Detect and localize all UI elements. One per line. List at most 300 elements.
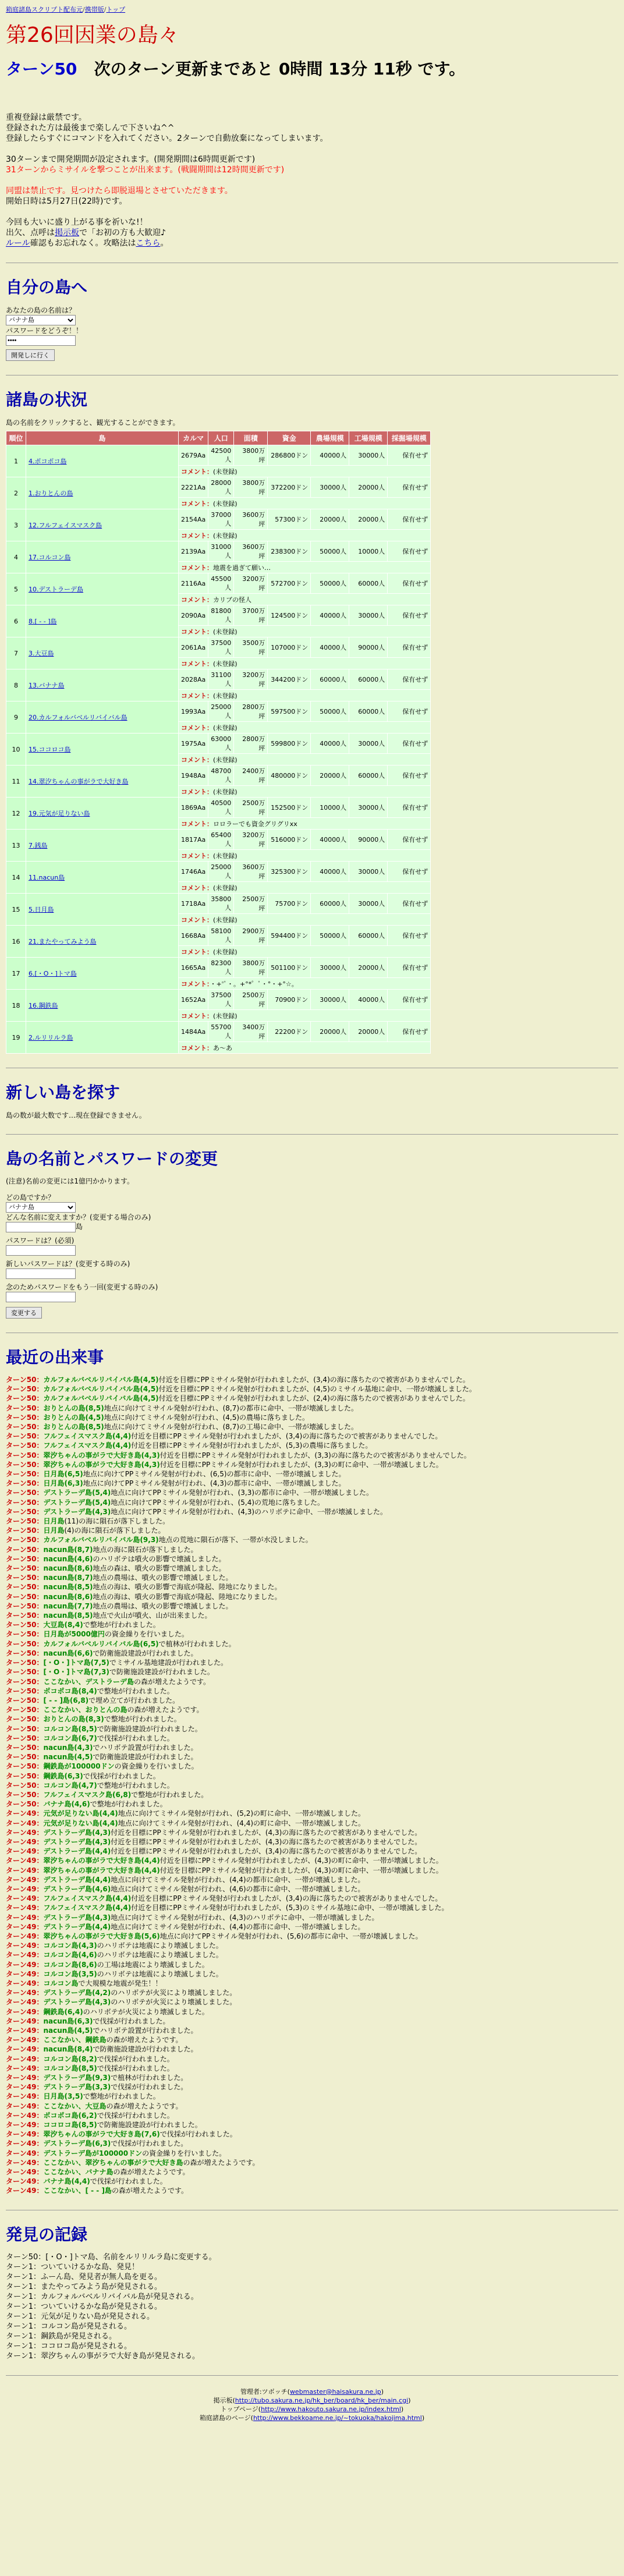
karma-cell: 2028Aa bbox=[179, 669, 208, 690]
log-text: 地点の海は、噴火の影響で海底が隆起、陸地になりました。 bbox=[93, 1592, 282, 1601]
log-entry bbox=[6, 1404, 618, 1413]
island-name-link[interactable]: 21.またやってみよう島 bbox=[29, 938, 97, 945]
log-turn: ターン49： bbox=[6, 1884, 44, 1893]
section-heading-recent-events: 最近の出来事 bbox=[6, 1348, 104, 1367]
rename-password-input[interactable] bbox=[6, 1245, 76, 1256]
log-entry bbox=[6, 1649, 618, 1658]
link-strategy[interactable]: こちら bbox=[136, 239, 161, 248]
confirm-password-label: 念のためパスワードをもう一回(変更する時のみ) bbox=[6, 1283, 158, 1291]
comment-text: (未登録) bbox=[213, 788, 237, 796]
log-text: 地点に向けてミサイル発射が行われ、(4,4)の都市に命中、一帯が壊滅しました。 bbox=[111, 1922, 365, 1931]
log-turn: ターン50： bbox=[6, 1771, 44, 1780]
log-subject: コルコン島(4,7) bbox=[43, 1781, 97, 1790]
log-text: 付近を目標にPPミサイル発射が行われましたが、(4,3)の町に命中、一帯が壊滅しました。 bbox=[159, 1856, 443, 1865]
log-text: でミサイル基地建設が行われました。 bbox=[109, 1659, 228, 1667]
comment-text: (未登録) bbox=[213, 724, 237, 732]
log-entry bbox=[6, 1526, 618, 1535]
log-subject: 翠汐ちゃんの事がラで大好き島(4,3) bbox=[43, 1460, 160, 1469]
log-text: の資金繰りを行いました。 bbox=[142, 2149, 226, 2157]
log-text: 付近を目標にPPミサイル発射が行われましたが、(3,3)の町に命中、一帯が壊滅しました。 bbox=[159, 1460, 443, 1469]
rename-note: (注意)名前の変更には1億円かかります。 bbox=[6, 1177, 134, 1185]
log-subject: ここなかい、翠汐ちゃんの事がラで大好き島 bbox=[43, 2158, 183, 2167]
column-header: 順位 bbox=[6, 431, 26, 445]
log-turn: ターン49： bbox=[6, 1941, 44, 1950]
island-comment bbox=[179, 594, 431, 605]
island-name-link[interactable]: 12.フルフェイスマスク島 bbox=[29, 522, 102, 529]
log-subject: 翠汐ちゃんの事がラで大好き島(4,4) bbox=[43, 1866, 160, 1875]
log-turn: ターン49： bbox=[6, 2111, 44, 2120]
log-turn: ターン49： bbox=[6, 1932, 44, 1940]
log-entry bbox=[6, 1913, 618, 1922]
log-subject: カルフォルバベルリバイバル島(4,5) bbox=[43, 1376, 159, 1384]
log-text: で伐採が行われました。 bbox=[159, 2130, 237, 2139]
log-entry bbox=[6, 1837, 618, 1847]
log-turn: ターン50： bbox=[6, 1423, 44, 1431]
log-turn: ターン50： bbox=[6, 1507, 44, 1516]
rank: 7 bbox=[6, 637, 26, 669]
comment-text: (未登録) bbox=[213, 467, 237, 476]
island-comment bbox=[179, 658, 431, 669]
log-text: 地点の農場は、噴火の影響で壊滅しました。 bbox=[93, 1601, 233, 1610]
island-comment bbox=[179, 626, 431, 637]
log-entry bbox=[6, 1771, 618, 1781]
log-turn: ターン50： bbox=[6, 1630, 44, 1639]
log-subject: ここなかい、おりとんの島 bbox=[43, 1706, 127, 1714]
island-name-cell bbox=[26, 958, 179, 990]
log-text: で防衛施設建設が行われました。 bbox=[93, 2045, 198, 2054]
farm-cell: 60000人 bbox=[311, 669, 349, 690]
area-cell: 2900万坪 bbox=[234, 926, 268, 946]
link-script-distribution[interactable]: 箱庭諸島スクリプト配布元 bbox=[6, 6, 83, 13]
log-turn: ターン50： bbox=[6, 1762, 44, 1771]
island-name-link[interactable]: 14.翠汐ちゃんの事がラで大好き島 bbox=[29, 778, 129, 785]
area-cell: 2500万坪 bbox=[234, 894, 268, 914]
island-name-prompt: あなたの島の名前は？ bbox=[6, 306, 76, 314]
money-cell: 372200ドン bbox=[268, 477, 311, 498]
island-comment bbox=[179, 690, 431, 701]
rank: 6 bbox=[6, 605, 26, 637]
log-entry bbox=[6, 1460, 618, 1469]
factory-cell: 90000人 bbox=[349, 830, 388, 850]
factory-cell: 30000人 bbox=[349, 605, 388, 626]
farm-cell: 50000人 bbox=[311, 541, 349, 562]
log-turn: ターン49： bbox=[6, 2083, 44, 2092]
log-subject: フルフェイスマスク島(6,8) bbox=[43, 1790, 132, 1799]
link-mobile[interactable]: 携帯版 bbox=[84, 6, 104, 13]
island-row bbox=[6, 701, 431, 722]
log-turn: ターン49： bbox=[6, 1875, 44, 1884]
admin-email-link[interactable]: webmaster@haisakura.ne.jp bbox=[289, 2387, 381, 2396]
log-subject: 大豆島(8,4) bbox=[43, 1621, 83, 1629]
rank: 19 bbox=[6, 1022, 26, 1054]
log-entry bbox=[6, 2044, 618, 2054]
mine-cell: 保有せず bbox=[388, 830, 431, 850]
area-cell: 2500万坪 bbox=[234, 798, 268, 818]
log-turn: ターン50： bbox=[6, 1574, 44, 1582]
log-entry bbox=[6, 1384, 618, 1394]
island-name-cell bbox=[26, 798, 179, 830]
log-text: 地点で火山が噴火、山が出来ました。 bbox=[93, 1611, 212, 1620]
factory-cell: 30000人 bbox=[349, 894, 388, 914]
area-cell: 3200万坪 bbox=[234, 669, 268, 690]
discovery-entry: ターン1：ついていけるかな島が発見される。 bbox=[6, 2302, 162, 2311]
log-turn: ターン49： bbox=[6, 2017, 44, 2025]
factory-cell: 30000人 bbox=[349, 445, 388, 466]
population-cell: 25000人 bbox=[208, 701, 234, 722]
island-comment bbox=[179, 1042, 431, 1054]
footer: 管理者:ツボッチ(webmaster@haisakura.ne.jp) 掲示板(http://tubo.sakura.ne.jp/hk_ber/board/hk_ber/main.cgi) トップページ(http://www.hakouto.sakura.ne.jp/index.html) 箱庭諸島のページ(http://www.bekkoame.ne.jp/~tokuoka/hakojima.html) bbox=[199, 2387, 425, 2422]
island-name-link[interactable]: 20.カルフォルバベルリバイバル島 bbox=[29, 714, 127, 721]
comment-text: (未登録) bbox=[213, 499, 237, 508]
money-cell: 599800ドン bbox=[268, 734, 311, 754]
log-entry bbox=[6, 1799, 618, 1809]
rank: 1 bbox=[6, 445, 26, 477]
farm-cell: 60000人 bbox=[311, 894, 349, 914]
rank: 3 bbox=[6, 509, 26, 541]
island-name-link[interactable]: 2.ルリリルラ島 bbox=[29, 1034, 73, 1041]
notice-line-warning: 同盟は禁止です。見つけたら即脱退場とさせていただきます。 bbox=[6, 186, 233, 196]
log-turn: ターン50： bbox=[6, 1734, 44, 1742]
log-subject: おりとんの島(8,5) bbox=[43, 1404, 104, 1412]
mine-cell: 保有せず bbox=[388, 990, 431, 1010]
top-links: 箱庭諸島スクリプト配布元/携帯版/トップ bbox=[6, 6, 126, 13]
island-name-cell bbox=[26, 990, 179, 1022]
comment-text: (未登録) bbox=[213, 532, 237, 540]
link-bbs[interactable]: 掲示板 bbox=[55, 228, 79, 238]
money-cell: 516000ドン bbox=[268, 830, 311, 850]
log-turn: ターン50： bbox=[6, 1554, 44, 1563]
log-text: の森が増えたようです。 bbox=[111, 2187, 188, 2195]
comment-label: コメント： bbox=[181, 756, 213, 764]
section-heading-status: 諸島の状況 bbox=[6, 390, 88, 409]
log-entry bbox=[6, 1592, 618, 1601]
log-subject: デストラーデ島(4,3) bbox=[43, 1828, 111, 1837]
new-password-label: 新しいパスワードは？(変更する時のみ) bbox=[6, 1260, 130, 1268]
open-island-button[interactable]: 開発しに行く bbox=[6, 349, 55, 361]
farm-cell: 40000人 bbox=[311, 445, 349, 466]
log-turn: ターン50： bbox=[6, 1451, 44, 1459]
comment-label: コメント： bbox=[181, 948, 213, 956]
money-cell: 152500ドン bbox=[268, 798, 311, 818]
money-cell: 22200ドン bbox=[268, 1022, 311, 1042]
population-cell: 31100人 bbox=[208, 669, 234, 690]
population-cell: 40500人 bbox=[208, 798, 234, 818]
mine-cell: 保有せず bbox=[388, 894, 431, 914]
log-subject: デストラーデ島(4,3) bbox=[43, 1837, 111, 1846]
log-entry bbox=[6, 1734, 618, 1743]
log-turn: ターン50： bbox=[6, 1592, 44, 1601]
log-entry bbox=[6, 1667, 618, 1677]
island-row bbox=[6, 541, 431, 562]
population-cell: 48700人 bbox=[208, 766, 234, 786]
log-subject: nacun島(4,3) bbox=[43, 1743, 93, 1752]
log-entry bbox=[6, 1677, 618, 1686]
rank: 17 bbox=[6, 958, 26, 990]
island-name-link[interactable]: 4.ポコポコ島 bbox=[29, 458, 67, 465]
money-cell: 238300ドン bbox=[268, 541, 311, 562]
log-turn: ターン50： bbox=[6, 1621, 44, 1629]
log-subject: nacun島(8,4) bbox=[43, 2045, 93, 2054]
log-subject: デストラーデ島(4,3) bbox=[43, 1507, 111, 1516]
log-text: でハリボテ設置が行われました。 bbox=[93, 1743, 198, 1752]
log-entry bbox=[6, 1875, 618, 1884]
log-turn: ターン50： bbox=[6, 1536, 44, 1544]
hakojima-page-url-link[interactable]: http://www.bekkoame.ne.jp/~tokuoka/hakojima.html bbox=[253, 2414, 422, 2422]
log-entry bbox=[6, 2186, 618, 2195]
log-entry bbox=[6, 2158, 618, 2167]
discovery-entry: ターン1：ついていけるかな島、発見！ bbox=[6, 2262, 140, 2272]
area-cell: 2800万坪 bbox=[234, 734, 268, 754]
island-row bbox=[6, 477, 431, 498]
factory-cell: 60000人 bbox=[349, 766, 388, 786]
log-entry bbox=[6, 2149, 618, 2158]
log-text: で伐採が行われました。 bbox=[111, 2083, 188, 2092]
rename-form bbox=[6, 1177, 618, 1319]
log-entry bbox=[6, 1790, 618, 1799]
log-subject: デストラーデ島(9,3) bbox=[43, 2074, 111, 2082]
karma-cell: 1484Aa bbox=[179, 1022, 208, 1042]
karma-cell: 1746Aa bbox=[179, 862, 208, 882]
log-text: 地点に向けてミサイル発射が行われ、(8,7)の都市に命中、一帯が壊滅しました。 bbox=[104, 1404, 359, 1412]
log-subject: 鋼鉄島が100000ドン bbox=[43, 1762, 115, 1771]
log-turn: ターン49： bbox=[6, 1856, 44, 1865]
log-text: 地点の森は、噴火の影響で壊滅しました。 bbox=[93, 1564, 226, 1573]
money-cell: 344200ドン bbox=[268, 669, 311, 690]
notice-line: 30ターンまで開発期間が設定されます。(開発期間は6時間更新です) bbox=[6, 155, 256, 164]
population-cell: 63000人 bbox=[208, 734, 234, 754]
log-subject: おりとんの島(8,3) bbox=[43, 1715, 104, 1724]
island-row bbox=[6, 605, 431, 626]
comment-label: コメント： bbox=[181, 820, 213, 828]
log-entry bbox=[6, 1686, 618, 1696]
log-subject: nacun島(4,5) bbox=[43, 2026, 93, 2035]
log-text: 地点に向けてミサイル発射が行われ、(4,4)の町に命中、一帯が壊滅しました。 bbox=[118, 1819, 366, 1827]
log-entry bbox=[6, 1969, 618, 1979]
karma-cell: 1948Aa bbox=[179, 766, 208, 786]
log-subject: コルコン島(3,5) bbox=[43, 1969, 97, 1978]
log-text: で防衛施設建設が行われました。 bbox=[97, 2121, 202, 2129]
log-text: で伐採が行われました。 bbox=[83, 1771, 160, 1780]
log-entry bbox=[6, 1582, 618, 1592]
log-subject: フルフェイスマスク島(4,4) bbox=[43, 1894, 132, 1903]
island-name-link[interactable]: 7.銭島 bbox=[29, 842, 48, 849]
log-text: で伐採が行われました。 bbox=[97, 1734, 174, 1742]
turn-number: ターン50 bbox=[6, 59, 77, 79]
island-name-link[interactable]: 13.バナナ島 bbox=[29, 682, 65, 689]
log-text: 付近を目標にPPミサイル発射が行われましたが、(4,3)の海に落ちたので被害がありませんでした。 bbox=[111, 1837, 422, 1846]
discovery-entry: ターン1：コルコン島が発見される。 bbox=[6, 2322, 132, 2331]
log-text: のハリボテが火災により壊滅しました。 bbox=[83, 2007, 209, 2016]
link-top[interactable]: トップ bbox=[106, 6, 126, 13]
log-turn: ターン50： bbox=[6, 1385, 44, 1394]
new-island-message: 島の数が最大数です…現在登録できません。 bbox=[6, 1111, 146, 1119]
confirm-password-input[interactable] bbox=[6, 1292, 76, 1302]
column-header: カルマ bbox=[179, 431, 208, 445]
log-text: で植林が行われました。 bbox=[111, 2074, 188, 2082]
event-log bbox=[6, 1375, 618, 2196]
log-entry bbox=[6, 1997, 618, 2007]
column-header: 人口 bbox=[208, 431, 234, 445]
log-entry bbox=[6, 1479, 618, 1488]
farm-cell: 20000人 bbox=[311, 509, 349, 530]
log-turn: ターン50： bbox=[6, 1489, 44, 1497]
log-subject: 日月島が5000億円 bbox=[43, 1630, 105, 1639]
log-entry bbox=[6, 1488, 618, 1497]
log-entry bbox=[6, 1894, 618, 1903]
log-turn: ターン49： bbox=[6, 2158, 44, 2167]
log-turn: ターン50： bbox=[6, 1526, 44, 1535]
island-name-cell bbox=[26, 701, 179, 734]
log-text: 付近を目標にPPミサイル発射が行われましたが、(4,5)のミサイル基地に命中、一帯が壊滅しました。 bbox=[158, 1385, 476, 1394]
farm-cell: 10000人 bbox=[311, 798, 349, 818]
island-row bbox=[6, 734, 431, 754]
island-name-link[interactable]: 11.nacun島 bbox=[29, 874, 65, 881]
log-subject: nacun島(8,6) bbox=[43, 1592, 93, 1601]
log-text: で伐採が行われました。 bbox=[93, 2017, 170, 2025]
comment-text: ロロラーでも資金グリグリxx bbox=[213, 820, 297, 828]
log-entry bbox=[6, 1781, 618, 1790]
turn-countdown: 次のターン更新まであと 0時間 13分 11秒 です。 bbox=[94, 59, 466, 79]
log-turn: ターン49： bbox=[6, 1828, 44, 1837]
area-cell: 3800万坪 bbox=[234, 445, 268, 466]
log-subject: 日月島(6,5) bbox=[43, 1470, 83, 1479]
island-name-link[interactable]: 3.大豆島 bbox=[29, 650, 54, 657]
comment-label: コメント： bbox=[181, 916, 213, 924]
discovery-entry: ターン1：またやってみよう島が発見される。 bbox=[6, 2282, 162, 2291]
island-comment bbox=[179, 818, 431, 830]
log-turn: ターン49： bbox=[6, 2045, 44, 2054]
island-select[interactable] bbox=[6, 315, 76, 325]
island-name-link[interactable]: 8.[ - - ]島 bbox=[29, 618, 57, 625]
island-name-link[interactable]: 15.ココロコ島 bbox=[29, 746, 71, 753]
log-text: の工場は地震により壊滅しました。 bbox=[97, 1960, 209, 1969]
bbs-url-link[interactable]: http://tubo.sakura.ne.jp/hk_ber/board/hk_ber/main.cgi bbox=[235, 2396, 409, 2404]
log-turn: ターン50： bbox=[6, 1686, 44, 1695]
top-page-url-link[interactable]: http://www.hakouto.sakura.ne.jp/index.html bbox=[261, 2405, 401, 2413]
log-entry bbox=[6, 1422, 618, 1431]
new-password-input[interactable] bbox=[6, 1268, 76, 1279]
factory-cell: 60000人 bbox=[349, 701, 388, 722]
log-subject: 翠汐ちゃんの事がラで大好き島(4,3) bbox=[43, 1451, 160, 1459]
log-text: で植林が行われました。 bbox=[158, 1639, 236, 1648]
comment-label: コメント： bbox=[181, 1044, 213, 1052]
island-name-cell bbox=[26, 669, 179, 701]
log-turn: ターン49： bbox=[6, 1847, 44, 1856]
log-text: 地点に向けてミサイル発射が行われ、(8,7)の工場に命中、一帯が壊滅しました。 bbox=[104, 1423, 359, 1431]
password-input[interactable] bbox=[6, 335, 76, 346]
karma-cell: 2061Aa bbox=[179, 637, 208, 658]
log-turn: ターン49： bbox=[6, 2139, 44, 2148]
karma-cell: 1652Aa bbox=[179, 990, 208, 1010]
comment-label: コメント： bbox=[181, 884, 213, 892]
rank: 15 bbox=[6, 894, 26, 926]
log-text: のハリボテが火災により壊滅しました。 bbox=[111, 1989, 237, 1997]
log-text: で伐採が行われました。 bbox=[97, 2064, 174, 2072]
island-name-link[interactable]: 17.コルコン島 bbox=[29, 554, 71, 561]
new-name-input[interactable] bbox=[6, 1222, 76, 1232]
log-subject: [・O・]トマ島(7,5) bbox=[43, 1659, 109, 1667]
column-header: 農場規模 bbox=[311, 431, 349, 445]
rank: 11 bbox=[6, 766, 26, 798]
log-text: 地点に向けてPPミサイル発射が行われ、(6,5)の都市に命中、一帯が壊滅しました。 bbox=[83, 1470, 346, 1479]
population-cell: 82300人 bbox=[208, 958, 234, 978]
population-cell: 37500人 bbox=[208, 990, 234, 1010]
comment-text: ・+°ﾟ・。+°*゜ﾟ・°・+°☆。 bbox=[210, 980, 298, 988]
log-entry bbox=[6, 2064, 618, 2073]
log-turn: ターン49： bbox=[6, 1989, 44, 1997]
farm-cell: 20000人 bbox=[311, 766, 349, 786]
island-name-link[interactable]: 16.鋼鉄島 bbox=[29, 1002, 58, 1009]
log-subject: nacun島(8,5) bbox=[43, 1583, 93, 1592]
mine-cell: 保有せず bbox=[388, 573, 431, 594]
island-name-link[interactable]: 10.デストラーデ島 bbox=[29, 586, 84, 593]
karma-cell: 2679Aa bbox=[179, 445, 208, 466]
change-button[interactable]: 変更する bbox=[6, 1307, 42, 1319]
notice-line: 登録された方は最後まで楽しんで下さいね^^ bbox=[6, 123, 175, 133]
island-name-link[interactable]: 5.日月島 bbox=[29, 906, 54, 913]
log-text: で防衛施設建設が行われました。 bbox=[97, 1724, 202, 1733]
log-turn: ターン50： bbox=[6, 1479, 44, 1488]
discovery-entry: ターン1：鋼鉄島が発見される。 bbox=[6, 2331, 117, 2341]
mine-cell: 保有せず bbox=[388, 605, 431, 626]
comment-label: コメント： bbox=[181, 564, 213, 572]
section-heading-discovery: 発見の記録 bbox=[6, 2224, 88, 2244]
log-turn: ターン49： bbox=[6, 1894, 44, 1903]
area-cell: 3800万坪 bbox=[234, 958, 268, 978]
log-turn: ターン49： bbox=[6, 2036, 44, 2044]
island-name-cell bbox=[26, 605, 179, 637]
log-turn: ターン49： bbox=[6, 1819, 44, 1827]
log-turn: ターン49： bbox=[6, 1979, 44, 1987]
log-turn: ターン49： bbox=[6, 1913, 44, 1922]
mine-cell: 保有せず bbox=[388, 734, 431, 754]
island-name-link[interactable]: 19.元気が足りない島 bbox=[29, 810, 90, 817]
log-turn: ターン49： bbox=[6, 2064, 44, 2072]
island-row bbox=[6, 926, 431, 946]
island-name-cell bbox=[26, 830, 179, 862]
karma-cell: 2154Aa bbox=[179, 509, 208, 530]
log-turn: ターン49： bbox=[6, 2007, 44, 2016]
log-entry bbox=[6, 1394, 618, 1403]
notice-line-warning: 31ターンからミサイルを撃つことが出来ます。(戦闘期間は12時間更新です) bbox=[6, 165, 285, 175]
island-row bbox=[6, 958, 431, 978]
log-entry bbox=[6, 1375, 618, 1384]
log-entry bbox=[6, 2017, 618, 2026]
log-text: 付近を目標にPPミサイル発射が行われましたが、(2,4)の海に落ちたので被害がありませんでした。 bbox=[158, 1394, 470, 1403]
population-cell: 37000人 bbox=[208, 509, 234, 530]
column-header: 資金 bbox=[268, 431, 311, 445]
factory-cell: 10000人 bbox=[349, 541, 388, 562]
log-entry bbox=[6, 1950, 618, 1960]
island-name-link[interactable]: 6.[・O・]トマ島 bbox=[29, 970, 77, 977]
comment-label: コメント： bbox=[181, 1012, 213, 1020]
log-text: 付近を目標にPPミサイル発射が行われましたが、(3,3)の海に落ちたので被害がありませんでした。 bbox=[159, 1451, 471, 1459]
log-entry bbox=[6, 2035, 618, 2044]
log-entry bbox=[6, 2139, 618, 2148]
log-subject: デストラーデ島(4,2) bbox=[43, 1989, 111, 1997]
discovery-entry: ターン1：元気が足りない島が発見される。 bbox=[6, 2312, 155, 2321]
log-subject: デストラーデ島(4,6) bbox=[43, 1884, 111, 1893]
log-entry bbox=[6, 2092, 618, 2101]
link-rules[interactable]: ルール bbox=[6, 239, 30, 248]
log-turn: ターン50： bbox=[6, 1517, 44, 1526]
karma-cell: 1993Aa bbox=[179, 701, 208, 722]
log-subject: フルフェイスマスク島(4,4) bbox=[43, 1441, 132, 1450]
rename-island-select[interactable] bbox=[6, 1202, 76, 1213]
island-name-link[interactable]: 1.おりとんの島 bbox=[29, 490, 73, 497]
new-name-label: どんな名前に変えますか？(変更する場合のみ) bbox=[6, 1213, 151, 1221]
log-entry bbox=[6, 2120, 618, 2129]
